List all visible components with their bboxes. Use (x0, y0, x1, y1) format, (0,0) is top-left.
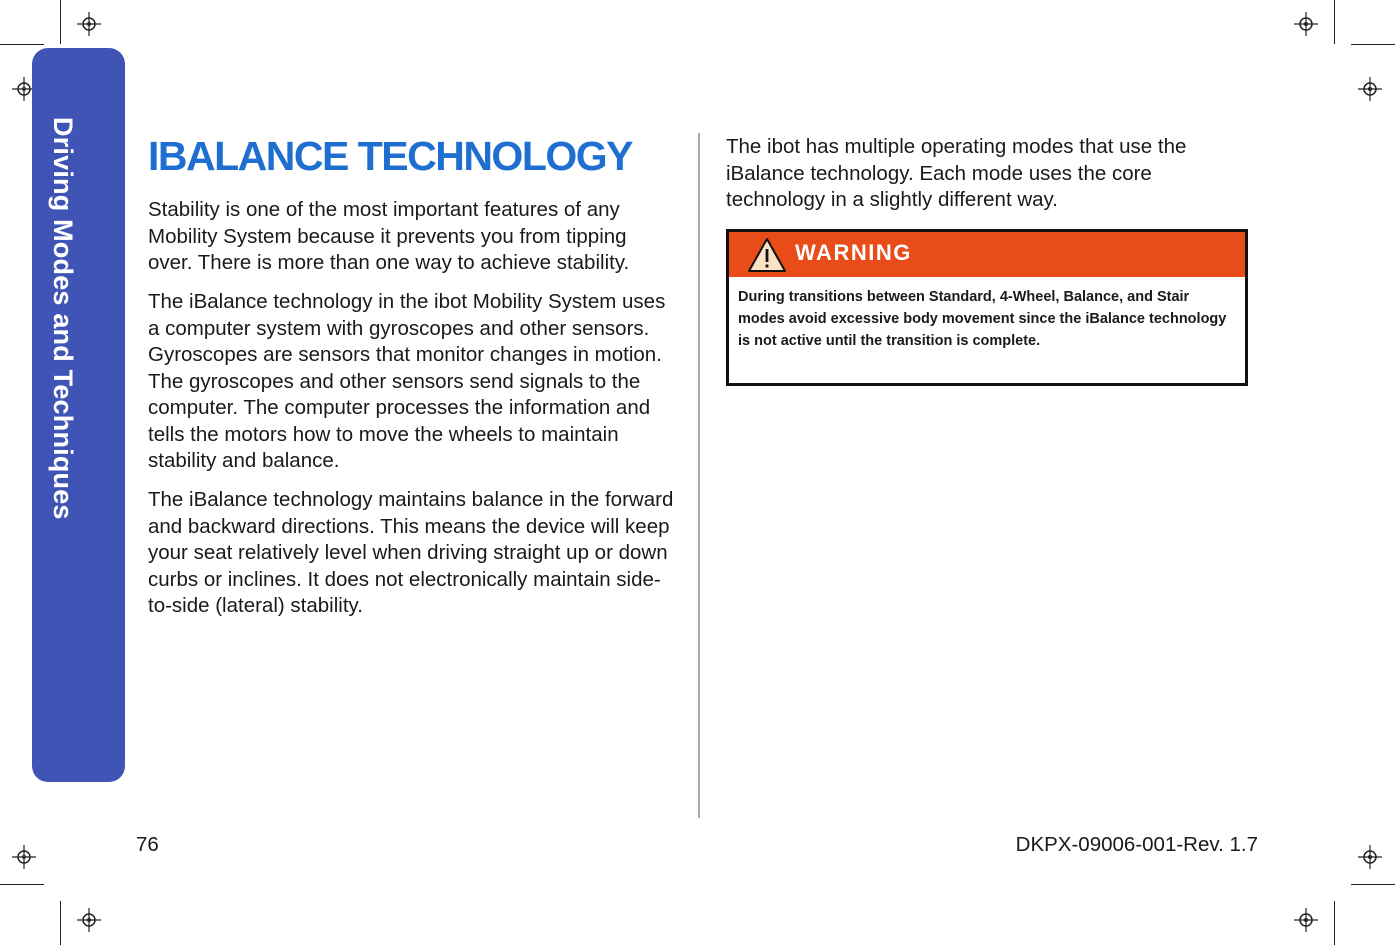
registration-mark-icon (1293, 11, 1319, 37)
registration-mark-icon (76, 11, 102, 37)
registration-mark-icon (1293, 907, 1319, 933)
crop-mark (1351, 884, 1395, 885)
crop-mark (1334, 901, 1335, 945)
document-id: DKPX-09006-001-Rev. 1.7 (1015, 833, 1258, 856)
registration-mark-icon (76, 907, 102, 933)
warning-header (729, 232, 1245, 277)
warning-text: During transitions between Standard, 4-Wheel, Balance, and Stair modes avoid excessive body movement since the iBalance technology is not active until the transition is complete. (738, 289, 1227, 349)
chapter-side-tab (32, 48, 125, 782)
crop-mark (60, 901, 61, 945)
column-divider (698, 133, 700, 818)
paragraph: The iBalance technology in the ibot Mobility System uses a computer system with gyroscopes and other sensors. Gyroscopes are sensors that monitor changes in motion. The gyroscopes and other sensors send signals to the computer. The computer processes the information and tells the motors how to move the wheels to maintain stability and balance. (148, 290, 666, 472)
warning-label: WARNING (795, 240, 912, 265)
page-number: 76 (136, 833, 159, 856)
registration-mark-icon (11, 844, 37, 870)
crop-mark (0, 44, 44, 45)
registration-mark-icon (1357, 844, 1383, 870)
warning-box (726, 229, 1248, 386)
left-column (148, 197, 676, 632)
right-column (726, 134, 1246, 214)
paragraph: Stability is one of the most important features of any Mobility System because it prevents you from tipping over. There is more than one way to achieve stability. (148, 198, 630, 274)
crop-mark (1334, 0, 1335, 44)
paragraph: The iBalance technology maintains balance in the forward and backward directions. This means the device will keep your seat relatively level when driving straight up or down curbs or inclines. It does not electronically maintain side-to-side (lateral) stability. (148, 488, 674, 617)
paragraph: The ibot has multiple operating modes that use the iBalance technology. Each mode uses the core technology in a slightly different way. (726, 135, 1187, 211)
crop-mark (60, 0, 61, 44)
warning-triangle-icon (746, 236, 788, 274)
chapter-tab-label: Driving Modes and Techniques (48, 117, 78, 520)
registration-mark-icon (1357, 76, 1383, 102)
crop-mark (1351, 44, 1395, 45)
crop-mark (0, 884, 44, 885)
page-title: IBALANCE TECHNOLOGY (148, 133, 632, 179)
